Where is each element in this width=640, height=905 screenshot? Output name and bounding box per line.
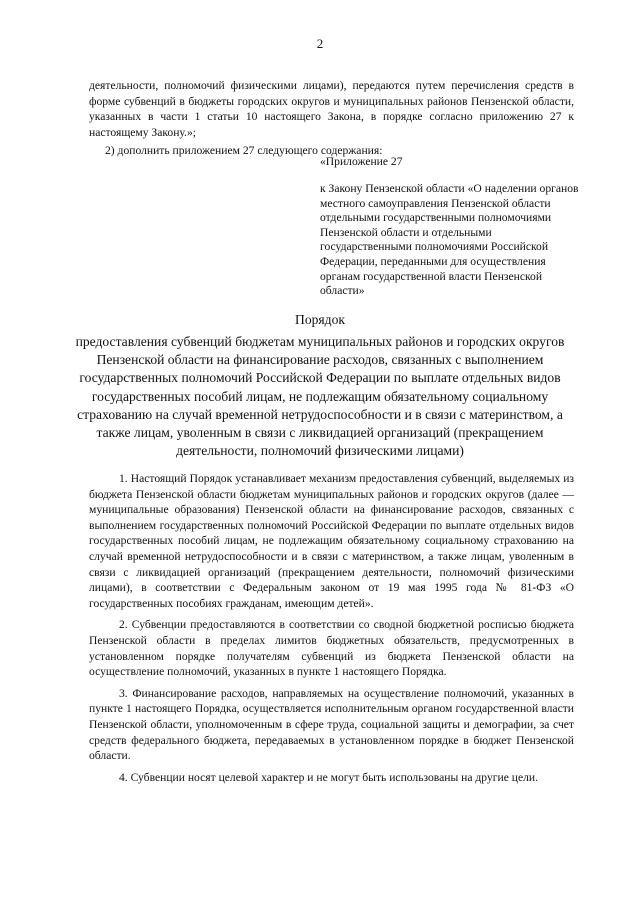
body-block	[89, 471, 574, 785]
page-number: 2	[316, 36, 324, 51]
intro-block	[89, 78, 574, 159]
intro-paragraph-amendment: 2) дополнить приложением 27 следующего содержания:	[105, 144, 383, 158]
body-paragraph-1: 1. Настоящий Порядок устанавливает механизм предоставления субвенций, выделяемых из бюджета Пензенской области бюджетам муниципальных районов и городских округов (далее — муниципальные образования) Пензенской области на финансирование расходов, связанных с выполнением государственных полномочий Российской Федерации по выплате отдельных видов государственных пособий лицам, не подлежащим обязательному социальному страхованию на случай временной нетрудоспособности и в связи с материнством, а также лицам, уволенным в связи с ликвидацией организаций (прекращением деятельности, полномочий физическими лицами), в соответствии с Федеральным законом от 19 мая 1995 года № 81-ФЗ «О государственных пособиях гражданам, имеющим детей».	[89, 472, 574, 610]
body-paragraph-4: 4. Субвенции носят целевой характер и не могут быть использованы на другие цели.	[119, 770, 538, 784]
document-title: Порядок	[295, 312, 345, 327]
body-paragraph-2: 2. Субвенции предоставляются в соответствии со сводной бюджетной росписью бюджета Пензенской области в пределах лимитов бюджетных обязательств, предусмотренных в установленном порядке получателям субвенций из бюджета Пензенской области на осуществление полномочий, указанных в пункте 1 настоящего Порядка.	[89, 618, 574, 679]
document-subtitle: предоставления субвенций бюджетам муниципальных районов и городских округов Пензенской области на финансирование расходов, связанных с выполнением государственных полномочий Российской Федерации по выплате отдельных видов государственных пособий лицам, не подлежащим обязательному социальному страхованию на случай временной нетрудоспособности и в связи с материнством, а также лицам, уволенным в связи с ликвидацией организаций (прекращением деятельности, полномочий физическими лицами)	[75, 334, 565, 459]
appendix-label: «Приложение 27	[320, 155, 403, 168]
appendix-caption: к Закону Пензенской области «О наделении органов местного самоуправления Пензенской области отдельными государственными полномочиями Пензенской области и отдельными государственными полномочиями Российской Федерации, переданными для осуществления органам государственной власти Пензенской области»	[320, 182, 579, 298]
intro-paragraph-continuation: деятельности, полномочий физическими лицами), передаются путем перечисления средств в форме субвенций в бюджеты городских округов и муниципальных районов Пензенской области, указанных в части 1 статьи 10 настоящего Закона, в порядке согласно приложению 27 к настоящему Закону.»;	[89, 79, 574, 139]
body-paragraph-3: 3. Финансирование расходов, направляемых на осуществление полномочий, указанных в пункте 1 настоящего Порядка, осуществляется исполнительным органом государственной власти Пензенской области, уполномоченным в сфере труда, социальной защиты и демографии, за счет средств федерального бюджета, передаваемых в установленном порядке в бюджет Пензенской области.	[89, 686, 574, 763]
